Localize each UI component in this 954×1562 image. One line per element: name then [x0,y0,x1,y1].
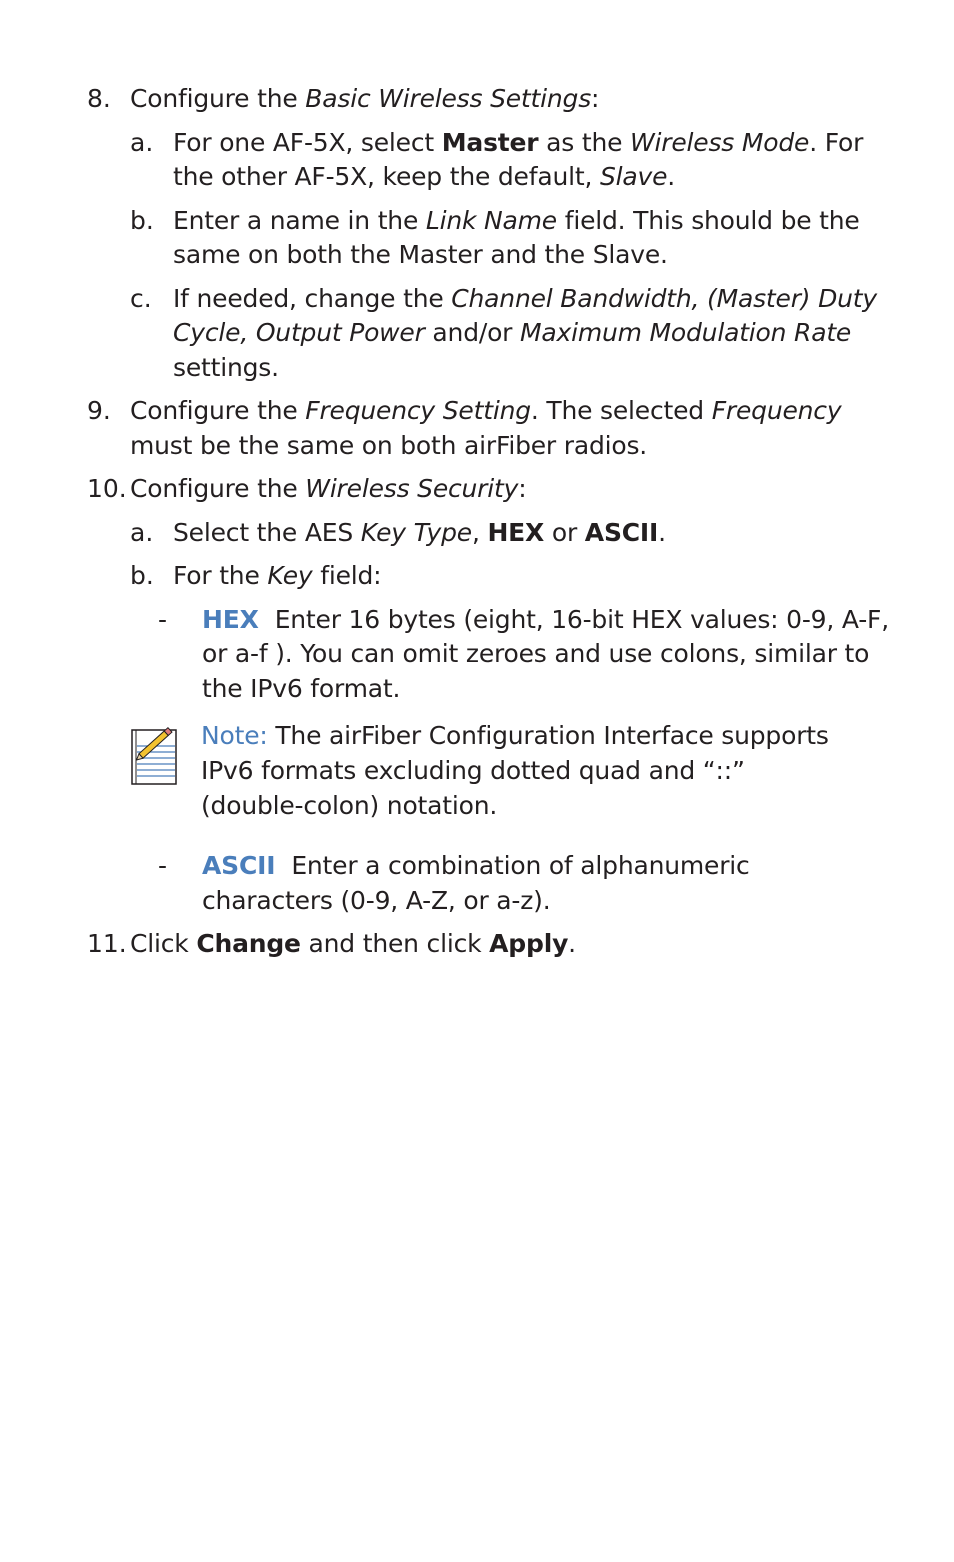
step-9-number: 9. [87,396,111,425]
step-10-number: 10. [87,474,127,503]
step-8a-label: a. [130,128,154,157]
step-9-line-2: must be the same on both airFiber radios. [130,431,648,460]
step-8c-label: c. [130,284,152,313]
hex-bullet-dash: - [158,605,168,634]
ascii-line-1: ASCII Enter a combination of alphanumeric [202,851,750,880]
hex-line-2: or a-f ). You can omit zeroes and use colons, similar to [202,639,870,668]
step-8-text: Configure the Basic Wireless Settings: [130,84,600,113]
hex-line-3: the IPv6 format. [202,674,401,703]
ascii-line-2: characters (0-9, A-Z, or a-z). [202,886,551,915]
step-10b-text: For the Key field: [173,561,382,590]
ascii-bullet-dash: - [158,851,168,880]
step-8c-line-1: If needed, change the Channel Bandwidth, (Master) Duty [173,284,877,313]
step-8a-line-1: For one AF-5X, select Master as the Wireless Mode. For [173,128,864,157]
step-11-text: Click Change and then click Apply. [130,929,576,958]
step-8a-line-2: the other AF-5X, keep the default, Slave. [173,162,676,191]
note-label: Note: [201,721,268,750]
step-10-text: Configure the Wireless Security: [130,474,527,503]
notepad-pencil-icon [130,722,180,786]
step-8b-line-1: Enter a name in the Link Name field. This should be the [173,206,860,235]
step-8-number: 8. [87,84,111,113]
step-8b-line-2: same on both the Master and the Slave. [173,240,668,269]
note-line-1: Note: The airFiber Configuration Interface supports [201,721,829,750]
step-8c-line-2: Cycle, Output Power and/or Maximum Modulation Rate [173,318,852,347]
step-9-line-1: Configure the Frequency Setting. The selected Frequency [130,396,842,425]
ascii-term: ASCII [202,851,276,880]
hex-term: HEX [202,605,259,634]
step-10a-text: Select the AES Key Type, HEX or ASCII. [173,518,666,547]
step-10a-label: a. [130,518,154,547]
step-11-number: 11. [87,929,127,958]
step-10b-label: b. [130,561,154,590]
note-line-3: (double-colon) notation. [201,791,498,820]
step-8b-label: b. [130,206,154,235]
step-8c-line-3: settings. [173,353,279,382]
hex-line-1: HEX Enter 16 bytes (eight, 16-bit HEX values: 0-9, A-F, [202,605,889,634]
note-line-2: IPv6 formats excluding dotted quad and “::” [201,756,745,785]
